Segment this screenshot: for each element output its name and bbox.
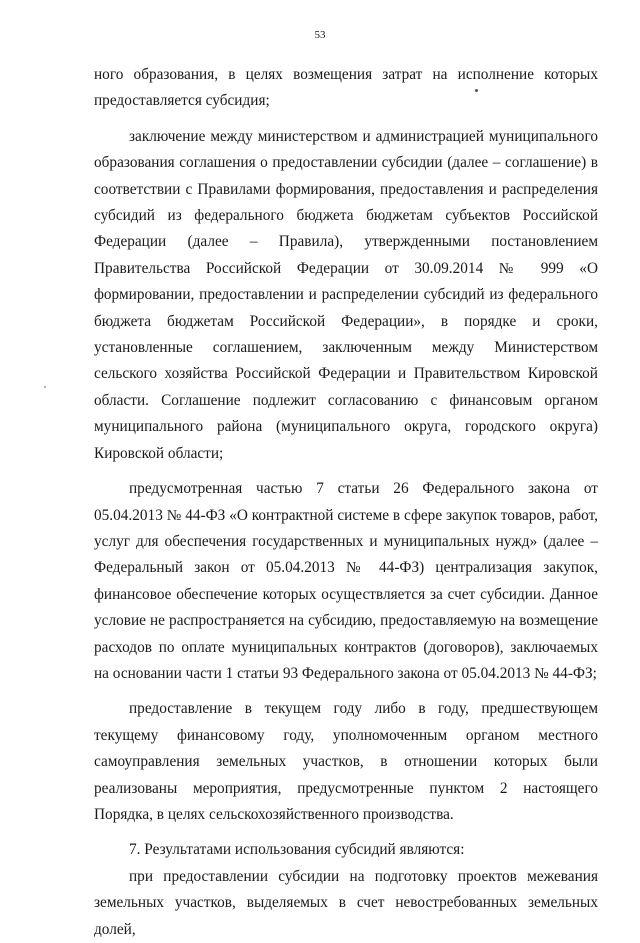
scan-speck-mark — [44, 386, 46, 388]
paragraph-continuation: ного образования, в целях возмещения затрат на исполнение которых предоставляется субсидия; — [94, 66, 598, 110]
paragraph-procurement: предусмотренная частью 7 статьи 26 Федерального закона от 05.04.2013 № 44-ФЗ «О контрактной системе в сфере закупок товаров, работ, услуг для обеспечения государственных и муниципальных нужд» (далее – Федеральный закон от 05.04.2013 № 44-ФЗ) централизация закупок, финансовое обеспечение которых осуществляется за счет субсидии. Данное условие не распространяется на субсидию, предоставляемую на возмещение расходов по оплате муниципальных контрактов (договоров), заключаемых на основании части 1 статьи 93 Федерального закона от 05.04.2013 № 44-ФЗ; — [94, 480, 598, 682]
body-text — [94, 62, 598, 943]
paragraph-agreement: заключение между министерством и администрацией муниципального образования соглашения о предоставлении субсидии (далее – соглашение) в соответствии с Правилами формирования, предоставления и распределения субсидий из федерального бюджета бюджетам субъектов Российской Федерации (далее – Правила), утвержденными постановлением Правительства Российской Федерации от 30.09.2014 № 999 «О формировании, предоставлении и распределении субсидий из федерального бюджета бюджетам Российской Федерации», в порядке и сроки, установленные соглашением, заключенным между Министерством сельского хозяйства Российской Федерации и Правительством Кировской области. Соглашение подлежит согласованию с финансовым органом муниципального района (муниципального округа, городского округа) Кировской области; — [94, 127, 598, 462]
page-number: 53 — [314, 29, 326, 41]
paragraph-results-heading: 7. Результатами использования субсидий являются: — [129, 841, 465, 859]
paragraph-land-plots: предоставление в текущем году либо в году, предшествующем текущему финансовому году, уполномоченным органом местного самоуправления земельных участков, в отношении которых были реализованы мероприятия, предусмотренные пунктом 2 настоящего Порядка, в целях сельскохозяйственного производства. — [94, 700, 598, 823]
paragraph-results-first: при предоставлении субсидии на подготовку проектов межевания земельных участков, выделяемых в счет невостребованных земельных долей, — [94, 867, 598, 938]
scan-speck-mark — [475, 89, 478, 92]
